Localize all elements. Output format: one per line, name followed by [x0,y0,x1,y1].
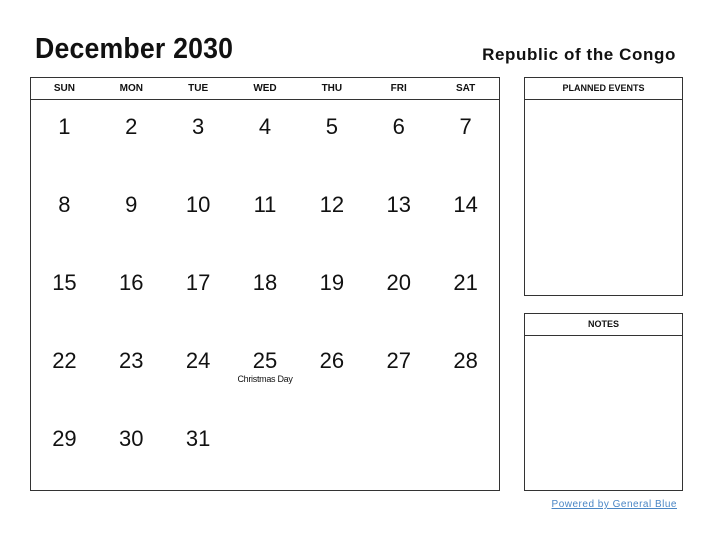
dow-wed: WED [253,83,277,94]
day-number: 12 [319,192,345,217]
day-number: 22 [52,348,77,373]
planned-events-panel [524,77,683,296]
day-number: 14 [453,192,478,217]
day-number: 26 [319,348,345,373]
day-cell-empty [432,412,499,490]
day-cell[interactable] [165,334,232,412]
powered-by-link[interactable]: Powered by General Blue [551,499,677,510]
day-cell[interactable] [98,334,165,412]
day-number: 21 [453,270,478,295]
day-number: 5 [325,114,338,139]
day-cell[interactable] [365,178,432,256]
day-cell[interactable] [298,178,365,256]
day-cell[interactable] [98,412,165,490]
day-number: 23 [119,348,144,373]
week-row-4 [31,334,499,412]
day-cell[interactable] [298,100,365,178]
day-cell-holiday[interactable] [232,334,299,412]
day-of-week-header [31,78,499,100]
day-cell[interactable] [31,334,98,412]
day-cell[interactable] [432,178,499,256]
day-cell[interactable] [298,256,365,334]
day-number: 20 [386,270,411,295]
day-number: 8 [58,192,71,217]
day-cell[interactable] [98,178,165,256]
day-number: 16 [119,270,144,295]
day-cell[interactable] [165,178,232,256]
notes-header: NOTES [525,314,682,336]
day-number: 11 [253,192,277,217]
day-cell[interactable] [232,256,299,334]
day-number: 30 [119,426,144,451]
day-cell[interactable] [165,256,232,334]
day-number: 15 [52,270,77,295]
day-number: 1 [58,114,71,139]
day-cell[interactable] [165,100,232,178]
calendar-grid [30,77,500,491]
week-row-3 [31,256,499,334]
dow-sat: SAT [455,83,476,94]
day-number: 9 [125,192,138,217]
day-cell[interactable] [298,334,365,412]
day-number: 31 [185,426,211,451]
holiday-label: Christmas Day [237,374,293,384]
dow-sun: SUN [53,83,75,94]
dow-mon: MON [119,83,143,94]
day-number: 18 [252,270,278,295]
day-cell[interactable] [365,256,432,334]
day-cell[interactable] [365,334,432,412]
week-row-5 [31,412,499,490]
day-number: 25 [252,348,278,373]
day-number: 4 [258,114,272,139]
day-number: 27 [386,348,411,373]
day-number: 2 [125,114,138,139]
day-cell[interactable] [365,100,432,178]
page-title: December 2030 [35,33,234,65]
day-cell-empty [298,412,365,490]
day-cell[interactable] [31,178,98,256]
day-cell[interactable] [31,412,98,490]
dow-tue: TUE [188,83,209,94]
day-cell[interactable] [232,100,299,178]
country-name: Republic of the Congo [482,45,676,64]
day-number: 19 [319,270,345,295]
day-cell[interactable] [31,256,98,334]
day-number: 10 [185,192,211,217]
week-row-1 [31,100,499,178]
day-number: 28 [453,348,478,373]
day-cell[interactable] [31,100,98,178]
day-cell[interactable] [432,100,499,178]
day-number: 29 [52,426,77,451]
dow-thu: THU [321,83,343,94]
day-cell[interactable] [432,334,499,412]
day-cell[interactable] [232,178,299,256]
day-number: 17 [185,270,211,295]
day-number: 24 [185,348,211,373]
day-number: 7 [459,114,472,139]
day-number: 13 [386,192,411,217]
day-number: 3 [192,114,205,139]
notes-panel [524,313,683,491]
dow-fri: FRI [390,83,407,94]
week-row-2 [31,178,499,256]
day-cell-empty [232,412,299,490]
day-number: 6 [392,114,405,139]
planned-events-header: PLANNED EVENTS [525,78,682,100]
day-cell[interactable] [432,256,499,334]
day-cell[interactable] [98,256,165,334]
day-cell[interactable] [165,412,232,490]
day-cell[interactable] [98,100,165,178]
day-cell-empty [365,412,432,490]
